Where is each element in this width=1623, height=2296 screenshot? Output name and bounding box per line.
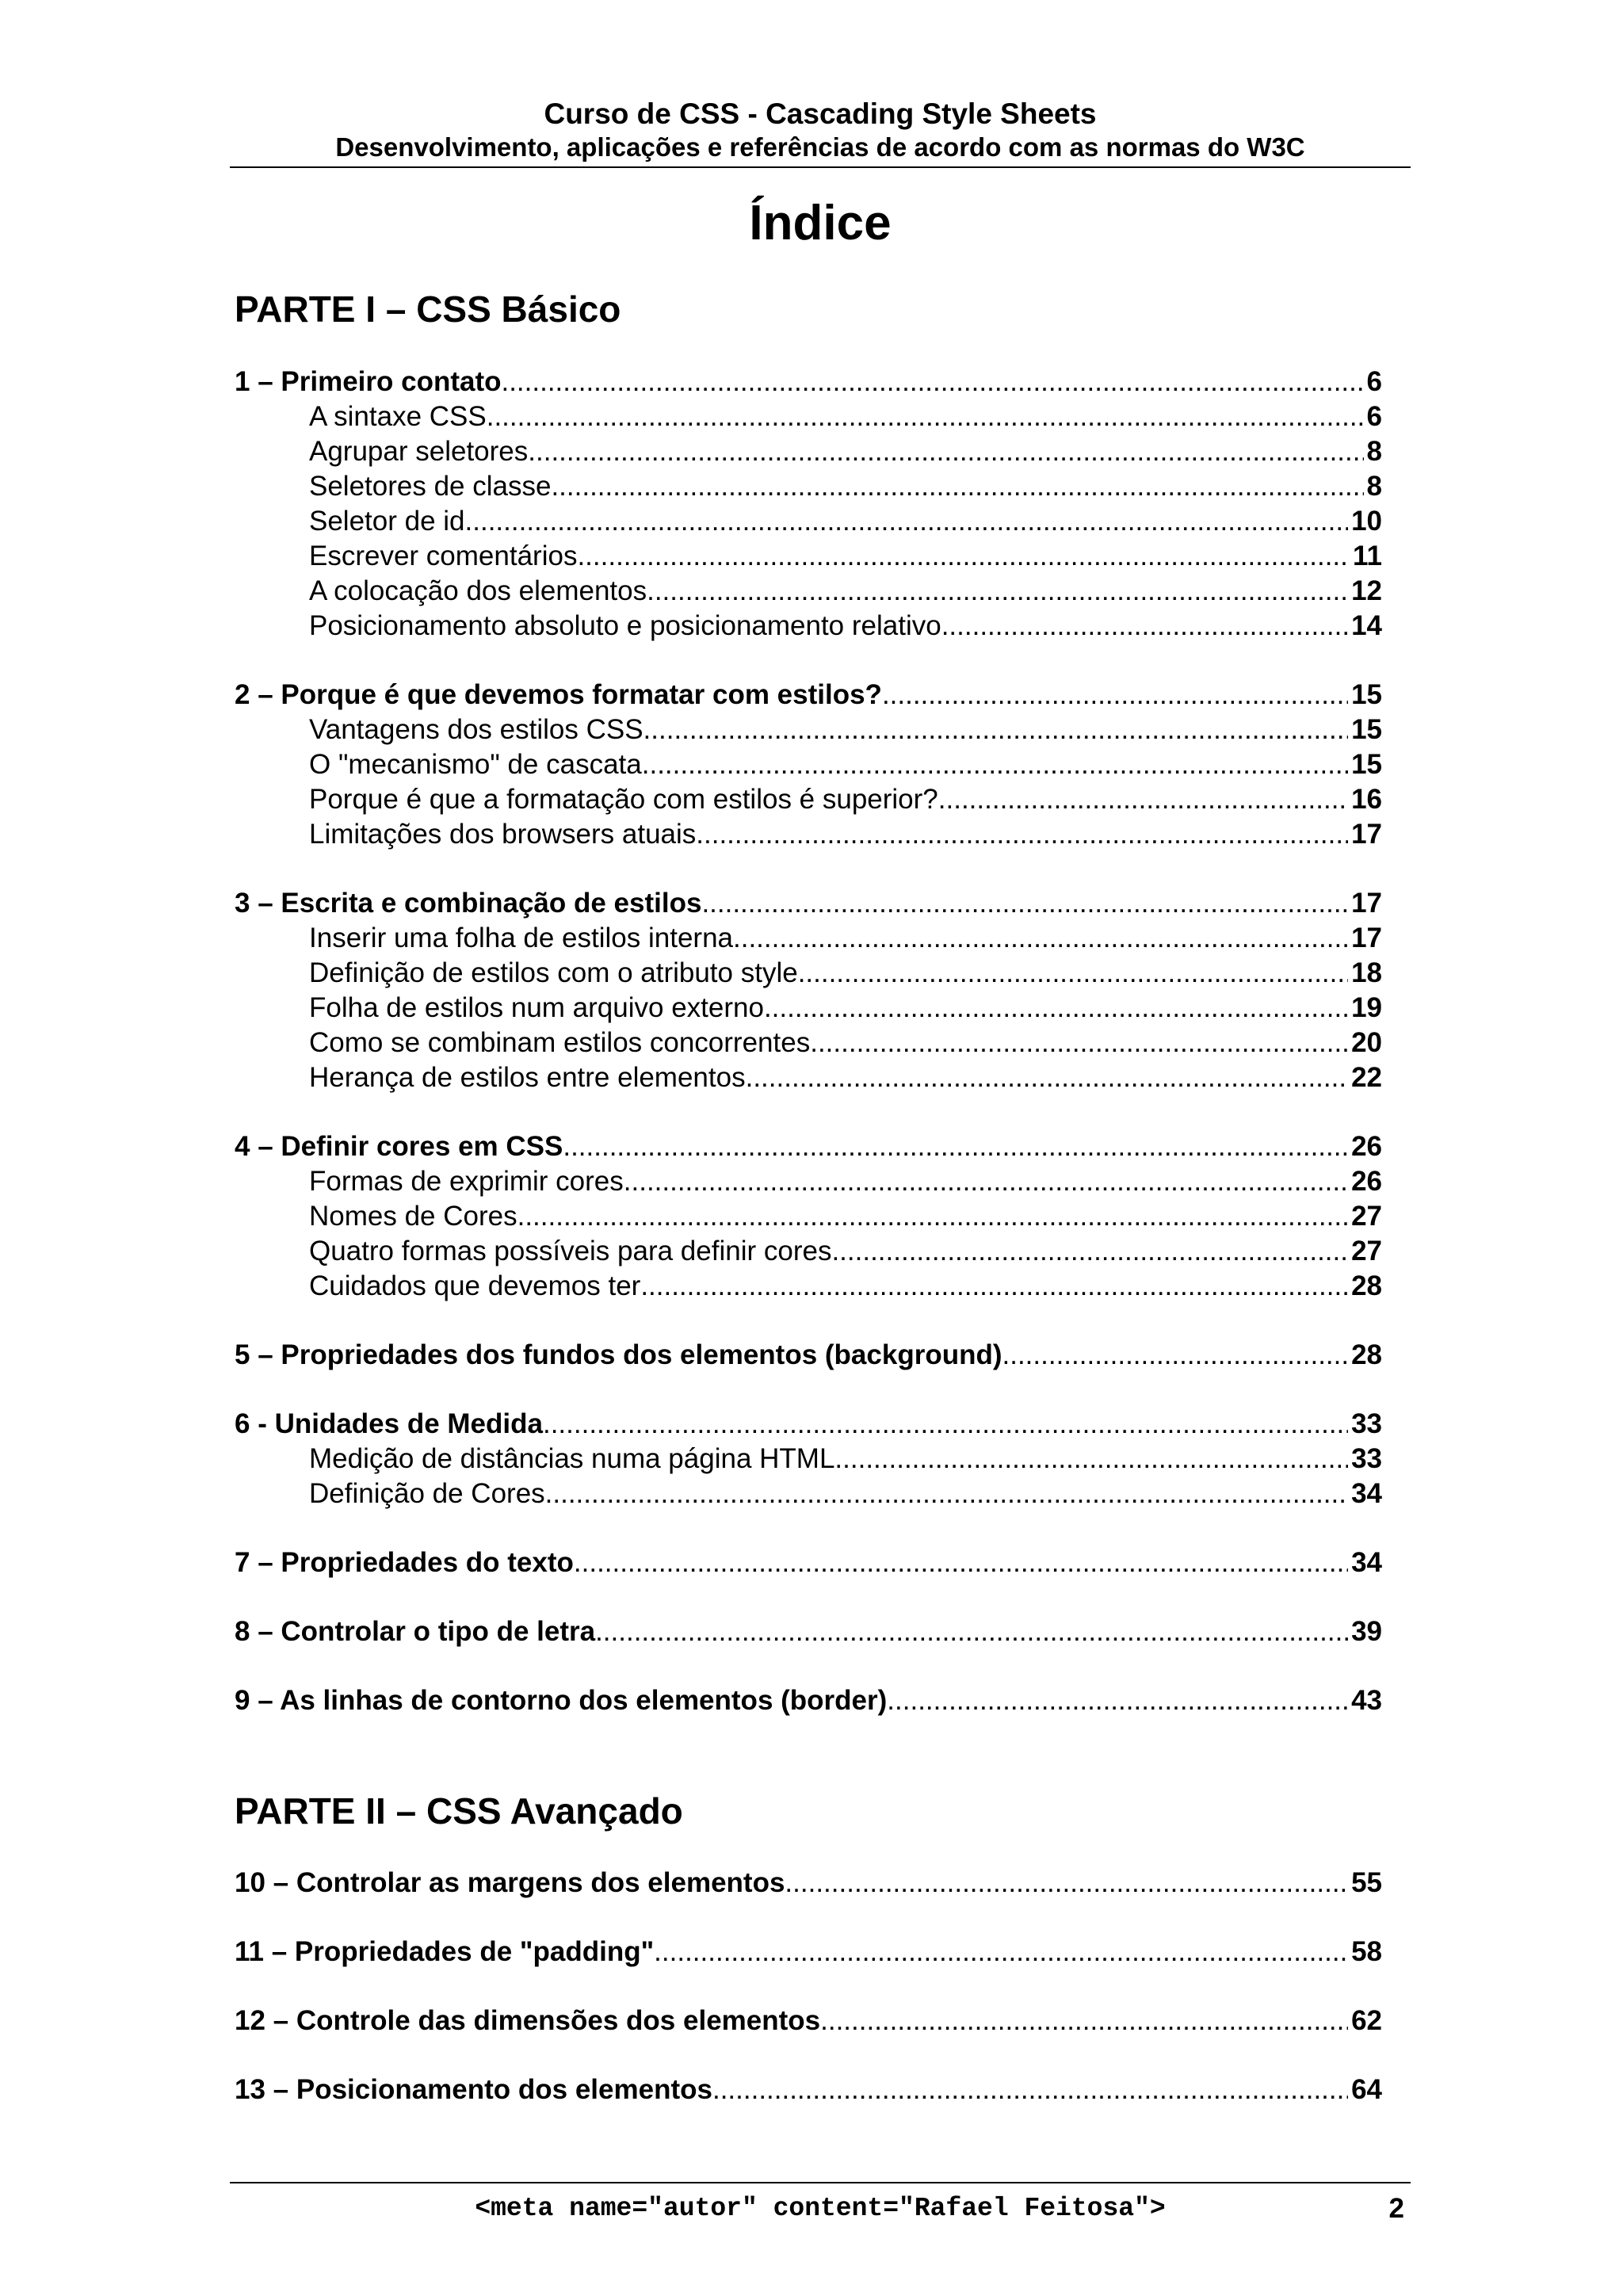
toc-page: 18 [1351,957,1382,988]
toc-section[interactable] [309,469,1382,504]
toc-chapter[interactable] [235,1545,1382,1580]
toc-leader [798,956,1348,991]
toc-leader [517,1199,1348,1234]
toc-section[interactable] [309,1269,1382,1304]
toc-page: 33 [1351,1443,1382,1474]
header-rule [230,166,1411,168]
toc-leader [545,1477,1348,1511]
toc-section[interactable] [309,1199,1382,1234]
toc-section[interactable] [309,1477,1382,1511]
toc-page: 28 [1351,1339,1382,1370]
toc-section[interactable] [309,1234,1382,1269]
toc-label: A sintaxe CSS [309,401,487,432]
toc-label: 10 – Controlar as margens dos elementos [235,1867,785,1898]
toc-page: 17 [1351,923,1382,953]
toc-page: 58 [1351,1936,1382,1967]
toc-leader [712,2073,1348,2107]
toc-page: 6 [1366,401,1382,432]
toc-leader [746,1060,1348,1095]
toc-label: 1 – Primeiro contato [235,366,502,397]
toc-label: Herança de estilos entre elementos [309,1062,746,1093]
toc-page: 43 [1351,1685,1382,1716]
toc-section[interactable] [309,817,1382,852]
toc-page: 10 [1351,506,1382,537]
toc-page: 55 [1351,1867,1382,1898]
toc-leader [733,921,1348,956]
toc-page: 15 [1351,679,1382,710]
toc-label: Agrupar seletores [309,436,529,467]
toc-leader [487,399,1364,434]
toc-leader [577,539,1350,574]
toc-leader [563,1129,1348,1164]
toc-label: 2 – Porque é que devemos formatar com estilos? [235,679,882,710]
toc-leader [640,1269,1348,1304]
toc-label: Seletor de id [309,506,465,537]
toc-label: Quatro formas possíveis para definir cores [309,1236,832,1266]
toc-page: 19 [1351,992,1382,1023]
toc-label: 12 – Controle das dimensões dos elementos [235,2005,821,2036]
toc-section[interactable] [309,434,1382,469]
toc-leader [834,1442,1348,1477]
toc-leader [624,1164,1348,1199]
toc-label: Definição de estilos com o atributo style [309,957,798,988]
toc-label: 13 – Posicionamento dos elementos [235,2074,712,2105]
toc-leader [831,1234,1348,1269]
toc-page: 16 [1351,784,1382,815]
toc-chapter[interactable] [235,2004,1382,2038]
toc-chapter[interactable] [235,678,1382,712]
toc-section[interactable] [309,609,1382,644]
toc-leader [574,1545,1348,1580]
toc-page: 12 [1351,575,1382,606]
toc-leader [938,782,1348,817]
toc-leader [528,434,1363,469]
toc-leader [696,817,1348,852]
toc-section[interactable] [309,1026,1382,1060]
footer-rule [230,2182,1411,2183]
toc-chapter[interactable] [235,1129,1382,1164]
toc-label: Folha de estilos num arquivo externo [309,992,764,1023]
toc-chapter[interactable] [235,365,1382,399]
toc-page: 27 [1351,1236,1382,1266]
toc-section[interactable] [309,504,1382,539]
toc-label: Definição de Cores [309,1478,545,1509]
toc-section[interactable] [309,712,1382,747]
toc-leader [764,991,1348,1026]
toc-page: 27 [1351,1201,1382,1232]
toc-label: 4 – Definir cores em CSS [235,1131,563,1162]
toc-section[interactable] [309,956,1382,991]
toc-label: 6 - Unidades de Medida [235,1408,543,1439]
toc-leader [501,365,1363,399]
toc-page: 14 [1351,610,1382,641]
toc-label: 8 – Controlar o tipo de letra [235,1616,596,1647]
toc-page: 39 [1351,1616,1382,1647]
toc-page: 26 [1351,1166,1382,1197]
toc-label: Cuidados que devemos ter [309,1270,641,1301]
toc-chapter[interactable] [235,1338,1382,1373]
toc-label: A colocação dos elementos [309,575,647,606]
toc-label: 9 – As linhas de contorno dos elementos (border) [235,1685,888,1716]
toc-leader [595,1614,1348,1649]
toc-label: Nomes de Cores [309,1201,517,1232]
toc-section[interactable] [309,747,1382,782]
toc-page: 17 [1351,819,1382,850]
toc-page: 34 [1351,1547,1382,1578]
toc-page: 33 [1351,1408,1382,1439]
toc-section[interactable] [309,399,1382,434]
toc-page: 11 [1353,541,1382,571]
toc-section[interactable] [309,1060,1382,1095]
toc-section[interactable] [309,574,1382,609]
toc-label: Limitações dos browsers atuais [309,819,697,850]
toc-section[interactable] [309,921,1382,956]
page-number: 2 [1388,2193,1404,2224]
toc-leader [643,712,1349,747]
toc-label: 3 – Escrita e combinação de estilos [235,888,702,919]
toc-label: O "mecanismo" de cascata [309,749,642,780]
toc-page: 34 [1351,1478,1382,1509]
toc-chapter[interactable] [235,1683,1382,1718]
toc-chapter[interactable] [235,886,1382,921]
part-heading: PARTE I – CSS Básico [235,288,621,330]
toc-page: 62 [1351,2005,1382,2036]
toc-page: 8 [1366,471,1382,502]
toc-chapter[interactable] [235,2073,1382,2107]
toc-leader [882,678,1348,712]
toc-section[interactable] [309,1442,1382,1477]
toc-label: Como se combinam estilos concorrentes [309,1027,811,1058]
toc-leader [1002,1338,1349,1373]
toc-label: Medição de distâncias numa página HTML [309,1443,835,1474]
toc-leader [810,1026,1348,1060]
toc-page: 20 [1351,1027,1382,1058]
toc-leader [551,469,1363,504]
toc-leader [701,886,1348,921]
toc-page: 22 [1351,1062,1382,1093]
toc-page: 15 [1351,714,1382,745]
toc-leader [941,609,1348,644]
toc-chapter[interactable] [235,1614,1382,1649]
toc-page: 17 [1351,888,1382,919]
toc-label: Inserir uma folha de estilos interna [309,923,733,953]
toc-leader [543,1407,1348,1442]
running-footer [230,2189,1411,2229]
toc-leader [820,2004,1348,2038]
part-heading: PARTE II – CSS Avançado [235,1790,683,1832]
toc-label: Escrever comentários [309,541,578,571]
toc-label: Posicionamento absoluto e posicionamento relativo [309,610,941,641]
toc-page: 15 [1351,749,1382,780]
toc-section[interactable] [309,1164,1382,1199]
toc-chapter[interactable] [235,1866,1382,1901]
toc-page: 64 [1351,2074,1382,2105]
toc-page: 8 [1366,436,1382,467]
footer-meta-text: <meta name="autor" content="Rafael Feitosa"> [475,2194,1166,2223]
toc-section[interactable] [309,991,1382,1026]
toc-label: 7 – Propriedades do texto [235,1547,574,1578]
toc-leader [465,504,1349,539]
toc-page: 28 [1351,1270,1382,1301]
toc-chapter[interactable] [235,1407,1382,1442]
toc-label: 5 – Propriedades dos fundos dos elementos (background) [235,1339,1002,1370]
toc-leader [785,1866,1348,1901]
toc-section[interactable] [309,782,1382,817]
header-subtitle: Desenvolvimento, aplicações e referências de acordo com as normas do W3C [335,132,1305,162]
toc-label: Porque é que a formatação com estilos é superior? [309,784,938,815]
toc-label: Formas de exprimir cores [309,1166,624,1197]
toc-leader [887,1683,1348,1718]
toc-page: 6 [1366,366,1382,397]
index-title: Índice [749,196,892,250]
toc-leader [654,1935,1348,1969]
toc-section[interactable] [309,539,1382,574]
toc-leader [642,747,1348,782]
toc-chapter[interactable] [235,1935,1382,1969]
toc-label: Vantagens dos estilos CSS [309,714,643,745]
header-title: Curso de CSS - Cascading Style Sheets [544,97,1097,130]
toc-label: Seletores de classe [309,471,552,502]
toc-label: 11 – Propriedades de "padding" [235,1936,655,1967]
toc-leader [647,574,1348,609]
toc-page: 26 [1351,1131,1382,1162]
